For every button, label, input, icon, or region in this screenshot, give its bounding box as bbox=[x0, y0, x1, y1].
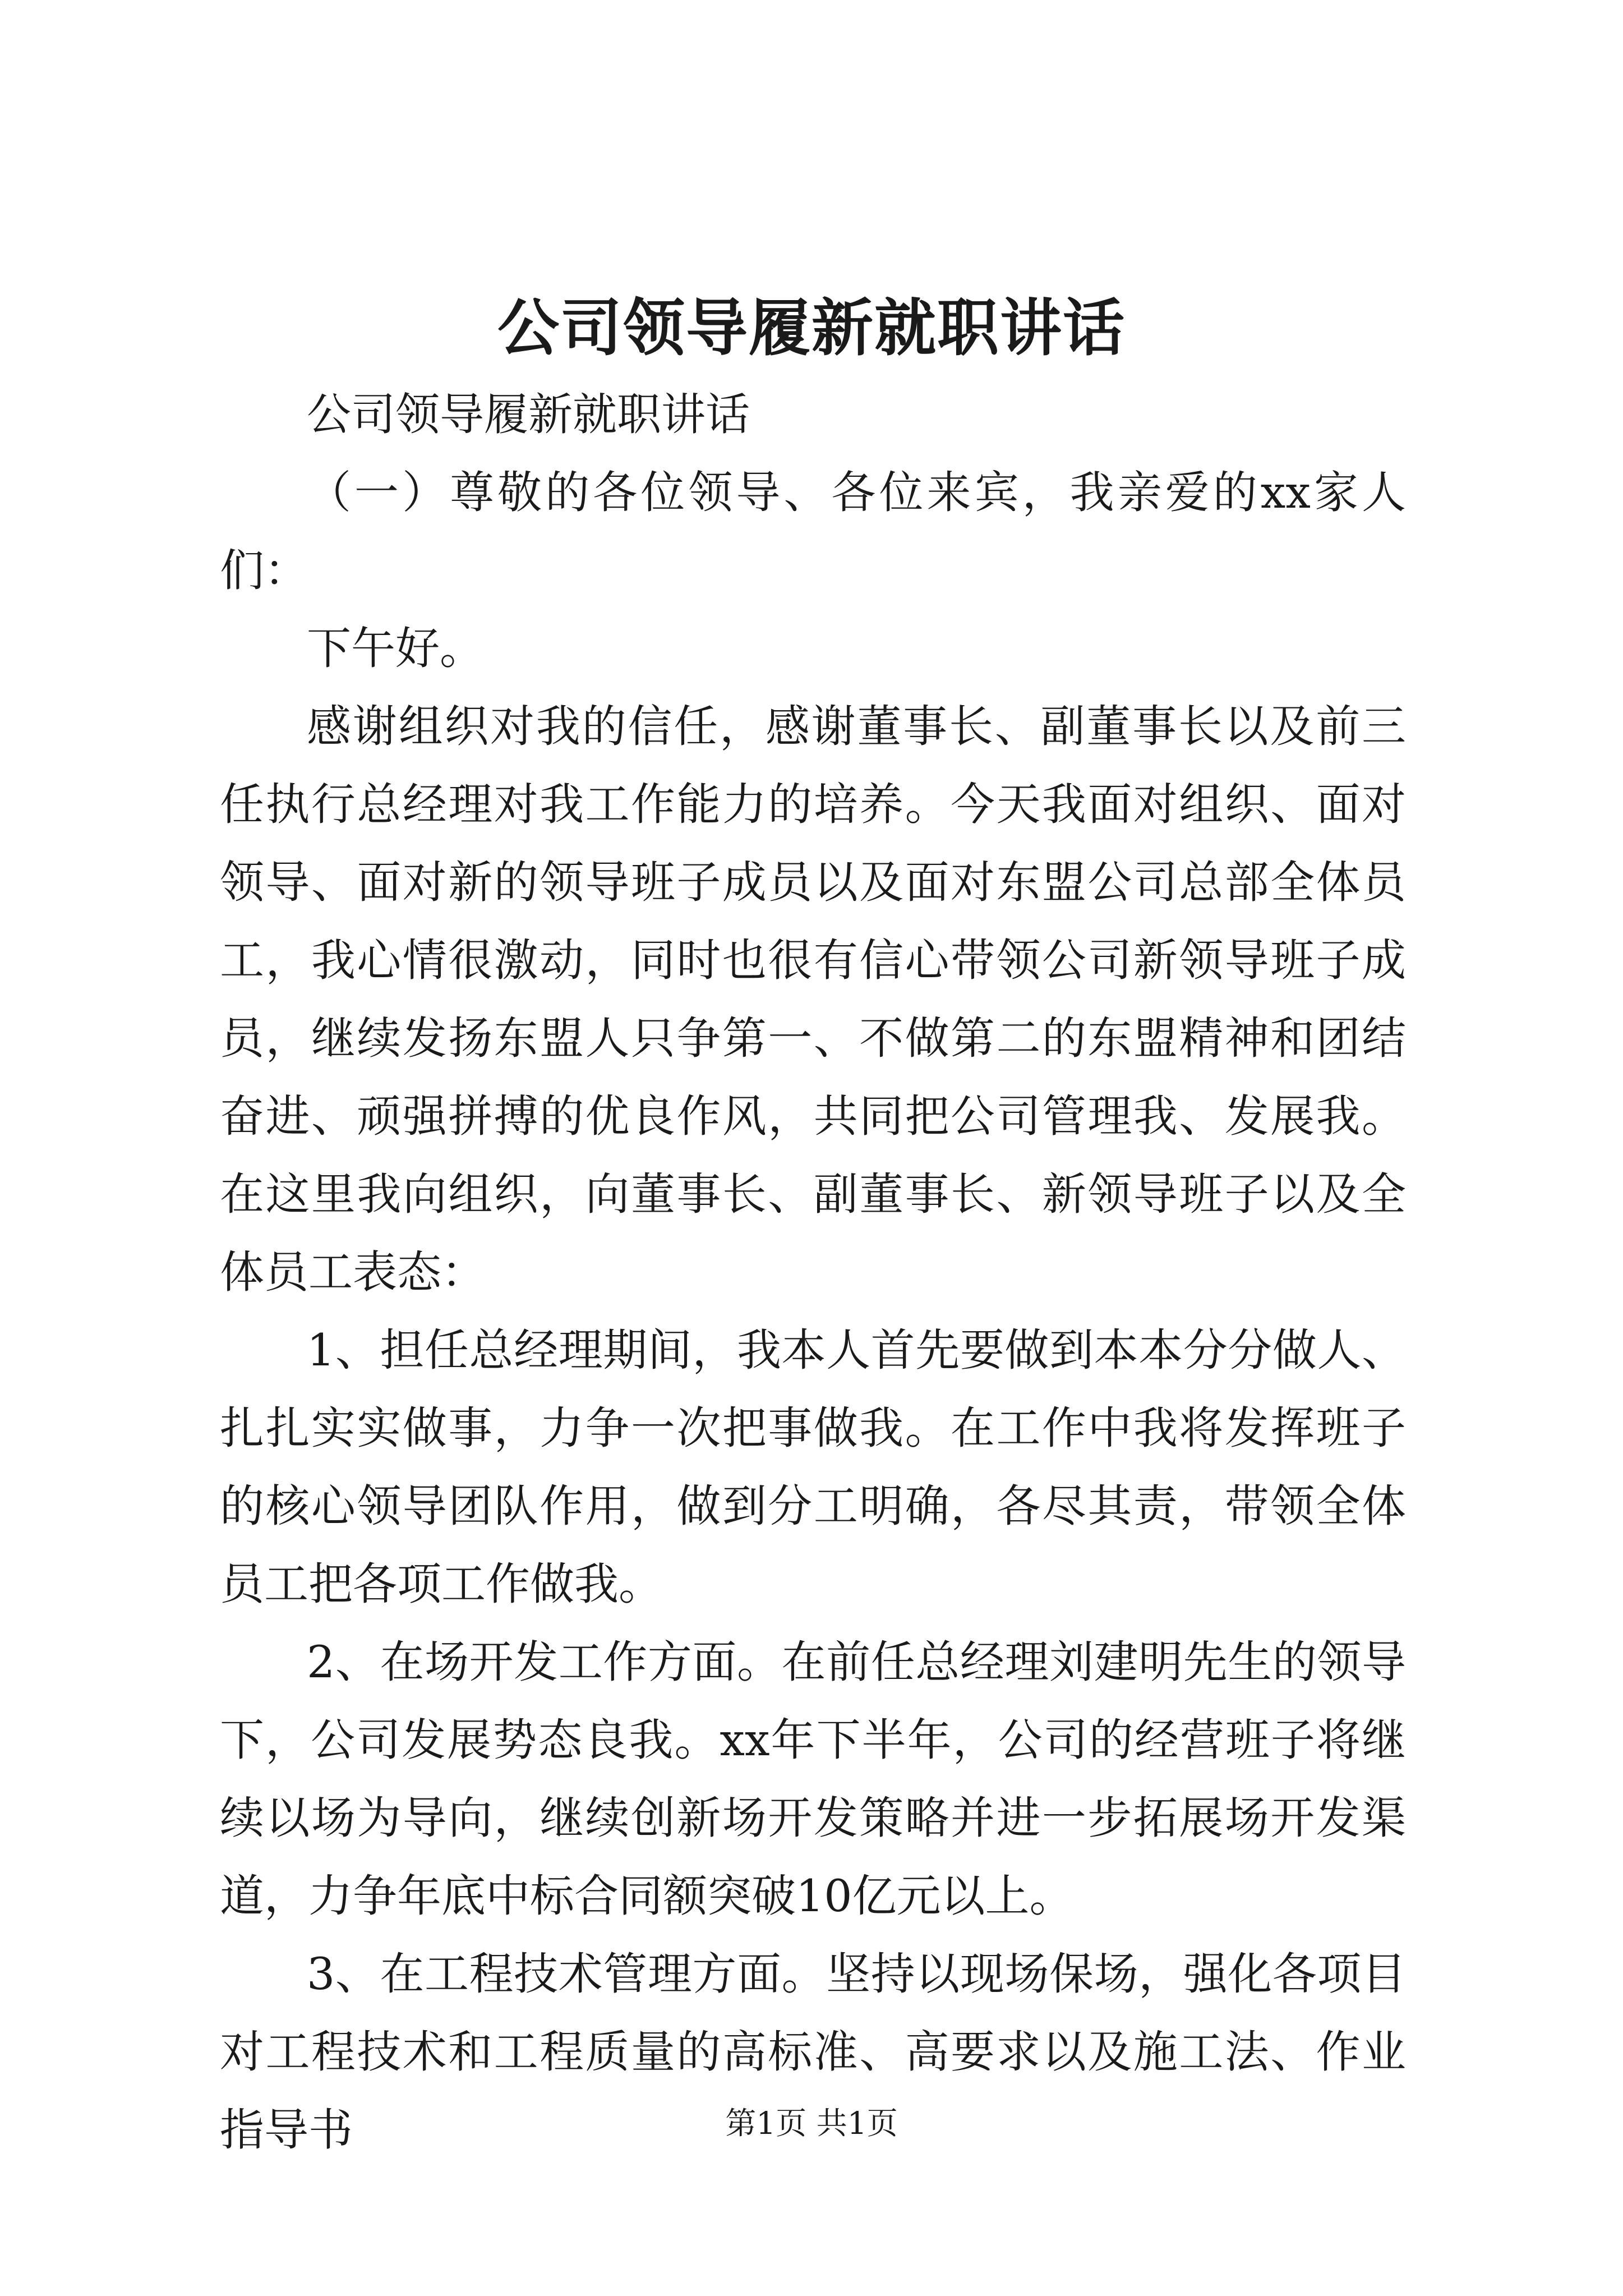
paragraph-thanks: 感谢组织对我的信任，感谢董事长、副董事长以及前三任执行总经理对我工作能力的培养。今天我面对组织、面对领导、面对新的领导班子成员以及面对东盟公司总部全体员工，我心情很激动，同时也很有信心带领公司新领导班子成员，继续发扬东盟人只争第一、不做第二的东盟精神和团结奋进、顽强拼搏的优良作风，共同把公司管理我、发展我。在这里我向组织，向董事长、副董事长、新领导班子以及全体员工表态： bbox=[220, 701, 1406, 1298]
document-title: 公司领导履新就职讲话 bbox=[497, 292, 1126, 364]
paragraph-salutation: （一）尊敬的各位领导、各位来宾，我亲爱的xx家人们： bbox=[220, 467, 1406, 596]
paragraph-point-2: 2、在场开发工作方面。在前任总经理刘建明先生的领导下，公司发展势态良我。xx年下半年，公司的经营班子将继续以场为导向，继续创新场开发策略并进一步拓展场开发渠道，力争年底中标合同额突破10亿元以上。 bbox=[220, 1636, 1406, 1922]
page-footer: 第1页 共1页 bbox=[725, 2105, 898, 2141]
paragraph-greeting: 下午好。 bbox=[307, 623, 484, 674]
document-body bbox=[220, 376, 1406, 2169]
paragraph-point-1: 1、担任总经理期间，我本人首先要做到本本分分做人、扎扎实实做事，力争一次把事做我。在工作中我将发挥班子的核心领导团队作用，做到分工明确，各尽其责，带领全体员工把各项工作做我。 bbox=[220, 1324, 1406, 1610]
paragraph-subtitle: 公司领导履新就职讲话 bbox=[307, 389, 750, 440]
paragraph-point-3: 3、在工程技术管理方面。坚持以现场保场，强化各项目对工程技术和工程质量的高标准、高要求以及施工法、作业指导书 bbox=[220, 1948, 1406, 2156]
